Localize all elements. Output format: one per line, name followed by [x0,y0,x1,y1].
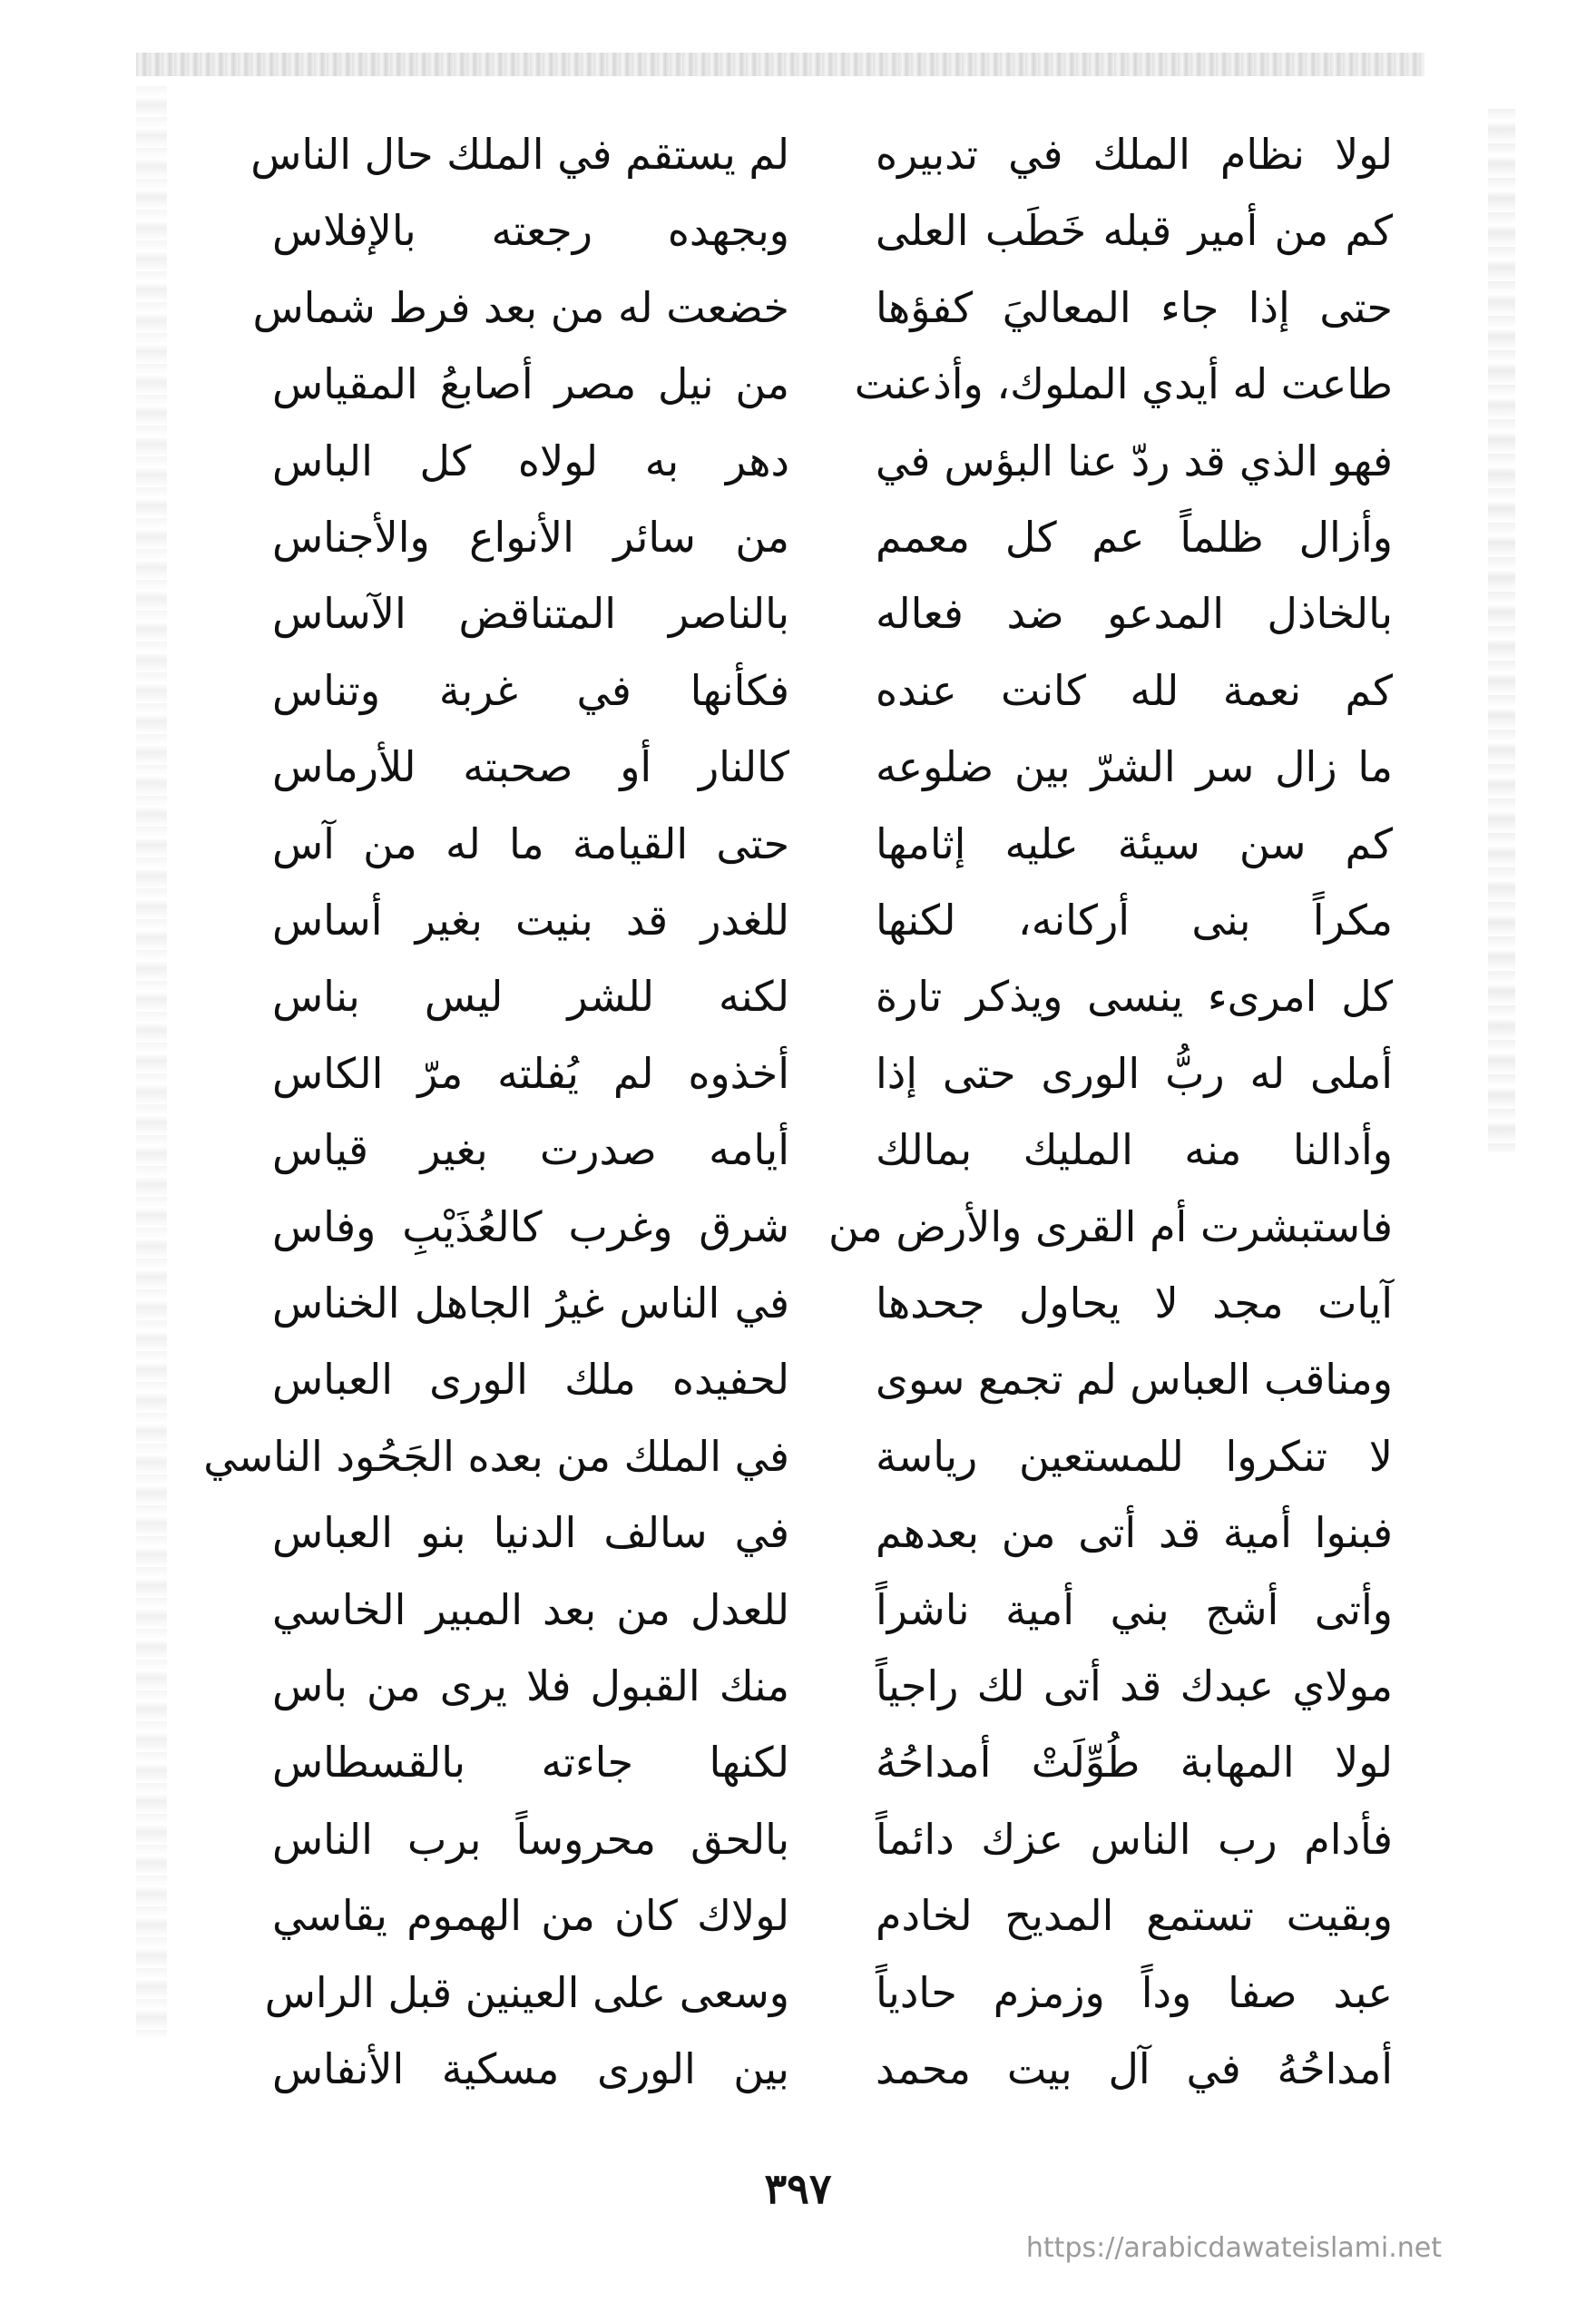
verse-row [0,1724,1596,1800]
verse-row [0,1801,1596,1877]
first-hemistich: أمداحُهُ في آل بيت محمد [876,2044,1393,2093]
second-hemistich: منك القبول فلا يرى من باس [272,1661,789,1710]
verse-row [0,806,1596,882]
first-hemistich: لولا نظام الملك في تدبيره [876,130,1393,179]
first-hemistich: كم نعمة لله كانت عنده [876,665,1393,715]
verse-row [0,192,1596,269]
verse-row [0,958,1596,1034]
verse-row [0,652,1596,729]
second-hemistich: من نيل مصر أصابعُ المقياس [272,359,789,409]
second-hemistich: بالحق محروساً برب الناس [272,1814,789,1864]
second-hemistich: لكنها جاءته بالقسطاس [272,1738,789,1788]
watermark-url: https://arabicdawateislami.net [1025,2232,1442,2264]
first-hemistich: ما زال سر الشرّ بين ضلوعه [876,742,1393,792]
second-hemistich: لكنه للشر ليس بناس [272,972,789,1022]
second-hemistich: دهر به لولاه كل الباس [272,436,789,485]
second-hemistich: شرق وغرب كالعُذَيْبِ وفاس [272,1201,789,1251]
first-hemistich: فأدام رب الناس عزك دائماً [876,1814,1393,1864]
second-hemistich: لحفيده ملك الورى العباس [272,1355,789,1405]
first-hemistich: وأتى أشج بني أمية ناشراً [876,1584,1393,1634]
second-hemistich: أيامه صدرت بغير قياس [272,1125,789,1175]
verse-row [0,1189,1596,1265]
first-hemistich: حتى إذا جاء المعاليَ كفؤها [876,282,1393,332]
verse-row [0,1648,1596,1724]
verse-row [0,1954,1596,2031]
first-hemistich: كل امرىء ينسى ويذكر تارة [876,972,1393,1022]
second-hemistich: كالنار أو صحبته للأرماس [272,742,789,792]
verse-row [0,1418,1596,1494]
verse-row [0,423,1596,499]
first-hemistich: كم سن سيئة عليه إثامها [876,818,1393,868]
second-hemistich: في الملك من بعده الجَحُود الناسي [203,1431,789,1481]
verse-row [0,2031,1596,2107]
second-hemistich: حتى القيامة ما له من آس [272,818,789,868]
verse-row [0,882,1596,958]
first-hemistich: طاعت له أيدي الملوك، وأذعنت [854,359,1393,409]
verse-row [0,1265,1596,1341]
verse-row [0,1877,1596,1954]
first-hemistich: لولا المهابة طُوِّلَتْ أمداحُهُ [876,1738,1393,1788]
first-hemistich: آيات مجد لا يحاول جحدها [876,1278,1393,1327]
second-hemistich: بين الورى مسكية الأنفاس [272,2044,789,2093]
verse-row [0,269,1596,346]
second-hemistich: فكأنها في غربة وتناس [272,665,789,715]
first-hemistich: وأزال ظلماً عم كل معمم [876,513,1393,562]
first-hemistich: ومناقب العباس لم تجمع سوى [876,1355,1393,1405]
second-hemistich: في سالف الدنيا بنو العباس [272,1508,789,1558]
second-hemistich: أخذوه لم يُفلته مرّ الكاس [272,1048,789,1098]
verse-row [0,1572,1596,1648]
verse-row [0,1112,1596,1188]
first-hemistich: فاستبشرت أم القرى والأرض من [828,1201,1393,1251]
second-hemistich: من سائر الأنواع والأجناس [272,513,789,562]
second-hemistich: وبجهده رجعته بالإفلاس [272,206,789,256]
first-hemistich: لا تنكروا للمستعين رياسة [876,1431,1393,1481]
page-number: ٣٩٧ [764,2164,832,2213]
first-hemistich: بالخاذل المدعو ضد فعاله [876,589,1393,639]
verse-row [0,575,1596,651]
second-hemistich: بالناصر المتناقض الآساس [272,589,789,639]
first-hemistich: وأدالنا منه المليك بمالك [876,1125,1393,1175]
first-hemistich: مولاي عبدك قد أتى لك راجياً [876,1661,1393,1710]
second-hemistich: لولاك كان من الهموم يقاسي [272,1891,789,1941]
second-hemistich: في الناس غيرُ الجاهل الخناس [272,1278,789,1327]
verse-row [0,1494,1596,1571]
first-hemistich: وبقيت تستمع المديح لخادم [876,1891,1393,1941]
verse-row [0,116,1596,192]
second-hemistich: خضعت له من بعد فرط شماس [252,282,789,332]
verse-row [0,1035,1596,1112]
second-hemistich: للغدر قد بنيت بغير أساس [272,896,789,945]
second-hemistich: وسعى على العينين قبل الراس [264,1967,789,2017]
first-hemistich: فبنوا أمية قد أتى من بعدهم [876,1508,1393,1558]
first-hemistich: فهو الذي قد ردّ عنا البؤس في [876,436,1393,485]
first-hemistich: عبد صفا وداً وزمزم حادياً [876,1967,1393,2017]
first-hemistich: مكراً بنى أركانه، لكنها [876,896,1393,945]
first-hemistich: كم من أمير قبله خَطَب العلى [876,206,1393,256]
second-hemistich: للعدل من بعد المبير الخاسي [272,1584,789,1634]
verse-row [0,729,1596,805]
verse-row [0,1341,1596,1417]
verse-row [0,499,1596,575]
first-hemistich: أملى له ربُّ الورى حتى إذا [876,1048,1393,1098]
verse-row [0,346,1596,422]
second-hemistich: لم يستقم في الملك حال الناس [250,130,789,179]
